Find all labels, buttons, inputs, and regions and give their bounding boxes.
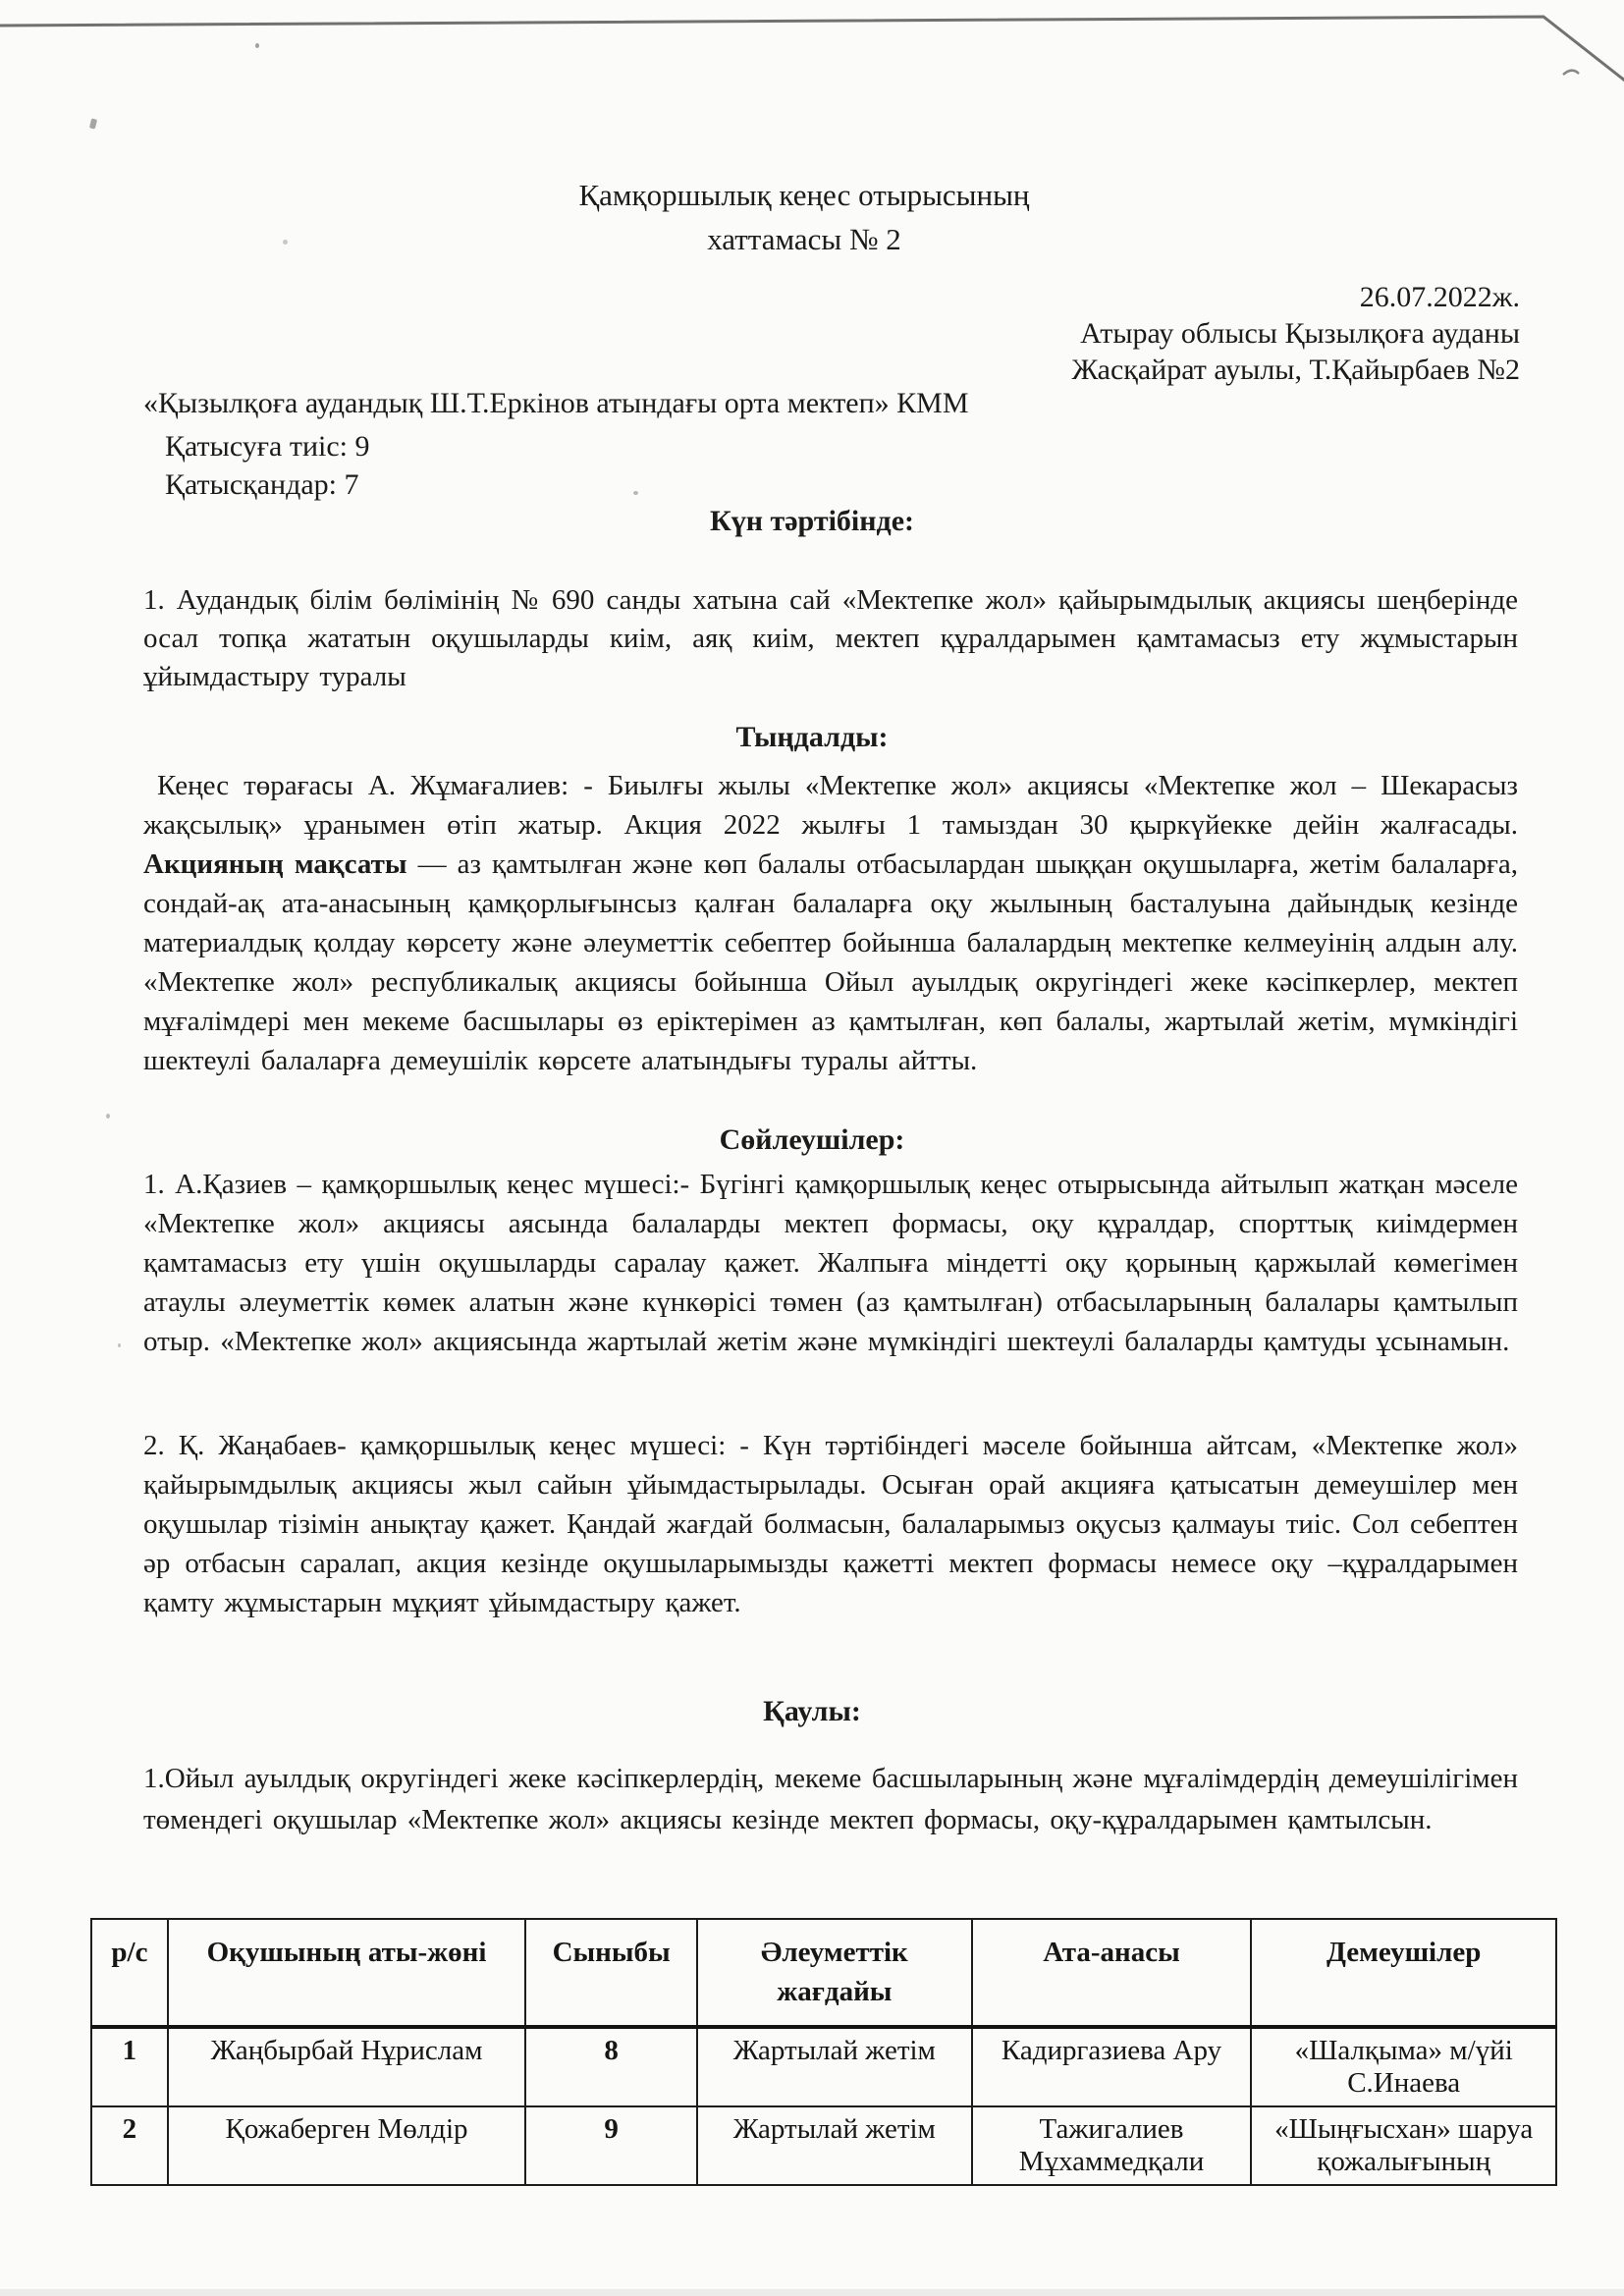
table-row	[91, 2027, 1556, 2106]
heard-paragraph	[143, 766, 1518, 1080]
date-location-block	[143, 279, 1520, 388]
paper-speck	[118, 1343, 121, 1347]
header-cell-parent: Ата-анасы	[972, 1919, 1252, 2027]
cell-number: 1	[91, 2027, 168, 2106]
cell-sponsor: «Шыңғысхан» шаруа қожалығының	[1251, 2106, 1556, 2185]
document-title	[118, 173, 1490, 261]
header-cell-social-status: Әлеуметтік жағдайы	[697, 1919, 972, 2027]
school-name-line: «Қызылқоға аудандық Ш.Т.Еркінов атындағы орта мектеп» КММ	[143, 387, 969, 419]
paper-speck	[255, 43, 259, 48]
students-table	[90, 1918, 1557, 2186]
cell-student-name: Қожаберген Мөлдір	[168, 2106, 525, 2185]
village-line: Жасқайрат ауылы, Т.Қайырбаев №2	[1071, 354, 1520, 386]
scan-bottom-edge	[0, 2289, 1624, 2296]
cell-parent: Кадиргазиева Ару	[972, 2027, 1252, 2106]
heard-text-part1: Кеңес төрағасы А. Жұмағалиев: - Биылғы жылы «Мектепке жол» акциясы «Мектепке жол – Шекарасыз жақсылық» ұранымен өтіп жатыр. Акция 2022 жылғы 1 тамыздан 30 қыркүйекке дейін жалғасады.	[143, 770, 1518, 841]
speakers-heading: Сөйлеушілер:	[719, 1123, 905, 1156]
heard-text-part2: — аз қамтылған және көп балалы отбасылардан шыққан оқушыларға, жетім балаларға, сондай-ақ ата-анасының қамқорлығынсыз қалған балаларға оқу жылының басталуына дайындық кезінде материалдық қолдау көрсету және әлеуметтік себептер бойынша балалардың мектепке келмеуінің алдын алу. «Мектепке жол» республикалық акциясы бойынша Ойыл ауылдық округіндегі жеке кәсіпкерлер, мектеп мұғалімдері мен мекеме басшылары өз еріктерімен аз қамтылған, көп балалы, жартылай жетім, мүмкіндігі шектеулі балаларға демеушілік көрсете алатындығы туралы айтты.	[143, 848, 1519, 1076]
heard-bold-phrase: Акцияның мақсаты	[143, 848, 407, 880]
cell-student-name: Жаңбырбай Нұрислам	[168, 2027, 525, 2106]
table-row	[91, 2106, 1556, 2185]
speaker-1-paragraph: 1. А.Қазиев – қамқоршылық кеңес мүшесі:- Бүгінгі қамқоршылық кеңес отырысында айтылып жатқан мәселе «Мектепке жол» акциясы аясында балаларды мектеп формасы, оқу құралдар, спорттық киімдермен қамтамасыз ету үшін оқушыларды саралау қажет. Жалпыға міндетті оқу қорының қаржылай көмегімен атаулы әлеуметтік көмек алатын және күнкөрісі төмен (аз қамтылған) отбасыларының балалары қамтылып отыр. «Мектепке жол» акциясында жартылай жетім және мүмкіндігі шектеулі балаларды қамтуды ұсынамын.	[143, 1169, 1518, 1357]
cell-parent: Тажигалиев Мұхаммедқали	[972, 2106, 1252, 2185]
heard-heading: Тыңдалды:	[735, 721, 889, 753]
header-cell-sponsor: Демеушілер	[1251, 1919, 1556, 2027]
cell-class: 8	[525, 2027, 697, 2106]
paper-speck	[106, 1114, 110, 1119]
speaker-2-paragraph: 2. Қ. Жаңабаев- қамқоршылық кеңес мүшесі: - Күн тәртібіндегі мәселе бойынша айтсам, «Мектепке жол» қайырымдылық акциясы жыл сайын ұйымдастырылады. Осыған орай акцияға қатысатын демеушілер мен оқушылар тізімін анықтау қажет. Қандай жағдай болмасын, балаларымыз оқусыз қалмауы тиіс. Сол себептен әр отбасын саралап, акция кезінде оқушыларымызды қажетті мектеп формасы немесе оқу –құралдарымен қамту жұмыстарын мұқият ұйымдастыру қажет.	[143, 1430, 1518, 1618]
paper-speck	[633, 491, 638, 495]
resolution-paragraph: 1.Ойыл ауылдық округіндегі жеке кәсіпкерлердің, мекеме басшыларының және мұғалімдердің демеушілігімен төмендегі оқушылар «Мектепке жол» акциясы кезінде мектеп формасы, оқу-құралдарымен қамтылсын.	[143, 1763, 1518, 1835]
attendance-present: Қатысқандар: 7	[165, 468, 359, 501]
region-line: Атырау облысы Қызылқоға ауданы	[1080, 317, 1520, 350]
cell-number: 2	[91, 2106, 168, 2185]
header-cell-student-name: Оқушының аты-жөні	[168, 1919, 525, 2027]
protocol-number-line: хаттамасы № 2	[707, 222, 901, 256]
document-date: 26.07.2022ж.	[1359, 281, 1520, 313]
scan-edge-artifact	[0, 0, 1624, 137]
agenda-item: 1. Аудандық білім бөлімінің № 690 санды хатына сай «Мектепке жол» қайырымдылық акциясы шеңберінде осал топқа жататын оқушыларды киім, аяқ киім, мектеп құралдарымен қамтамасыз ету жұмыстарын ұйымдастыру туралы	[143, 584, 1518, 692]
cell-social-status: Жартылай жетім	[697, 2027, 972, 2106]
header-cell-class: Сыныбы	[525, 1919, 697, 2027]
attendance-required: Қатысуға тиіс: 9	[165, 430, 370, 463]
cell-class: 9	[525, 2106, 697, 2185]
cell-social-status: Жартылай жетім	[697, 2106, 972, 2185]
header-cell-number: р/с	[91, 1919, 168, 2027]
cell-sponsor: «Шалқыма» м/үйі С.Инаева	[1251, 2027, 1556, 2106]
document-title-line1: Қамқоршылық кеңес отырысының	[578, 178, 1030, 212]
agenda-heading: Күн тәртібінде:	[709, 505, 915, 537]
table-header-row	[91, 1919, 1556, 2027]
resolution-heading: Қаулы:	[763, 1695, 861, 1727]
paper-speck	[89, 118, 97, 129]
